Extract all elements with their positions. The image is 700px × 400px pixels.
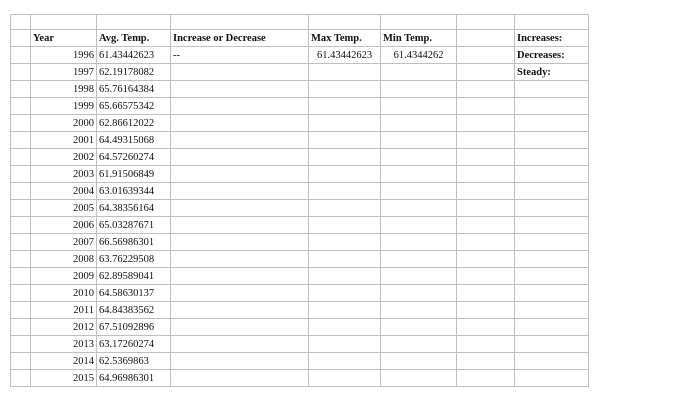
cell-year[interactable]: 1998 — [31, 81, 97, 98]
cell[interactable] — [515, 268, 589, 285]
cell-avg-temp[interactable]: 64.49315068 — [97, 132, 171, 149]
cell[interactable] — [457, 319, 515, 336]
cell[interactable] — [457, 64, 515, 81]
cell-min-temp[interactable] — [381, 200, 457, 217]
cell[interactable] — [457, 370, 515, 387]
cell-year[interactable]: 2010 — [31, 285, 97, 302]
cell-year[interactable]: 2001 — [31, 132, 97, 149]
cell[interactable] — [515, 217, 589, 234]
cell[interactable] — [515, 183, 589, 200]
cell-min-temp[interactable] — [381, 268, 457, 285]
cell-avg-temp[interactable]: 62.19178082 — [97, 64, 171, 81]
cell-max-temp[interactable] — [309, 183, 381, 200]
cell-min-temp[interactable] — [381, 370, 457, 387]
cell[interactable] — [11, 47, 31, 64]
cell[interactable] — [515, 149, 589, 166]
table-row — [11, 47, 589, 64]
header-min-temp[interactable]: Min Temp. — [381, 30, 457, 47]
cell-min-temp[interactable] — [381, 234, 457, 251]
cell-min-temp[interactable] — [381, 166, 457, 183]
table-row — [11, 336, 589, 353]
cell-min-temp[interactable] — [381, 353, 457, 370]
table-row — [11, 98, 589, 115]
cell-min-temp[interactable] — [381, 115, 457, 132]
cell[interactable] — [457, 98, 515, 115]
cell-avg-temp[interactable]: 64.58630137 — [97, 285, 171, 302]
cell-min-temp[interactable] — [381, 98, 457, 115]
cell-min-temp[interactable] — [381, 319, 457, 336]
cell-increase-or-decrease[interactable] — [171, 268, 309, 285]
cell-avg-temp[interactable]: 65.03287671 — [97, 217, 171, 234]
cell[interactable] — [457, 47, 515, 64]
cell[interactable] — [515, 370, 589, 387]
table-row — [11, 166, 589, 183]
cell-max-temp[interactable] — [309, 370, 381, 387]
cell-avg-temp[interactable]: 61.43442623 — [97, 47, 171, 64]
cell[interactable] — [11, 353, 31, 370]
cell-max-temp[interactable] — [309, 217, 381, 234]
cell[interactable] — [515, 200, 589, 217]
summary-decreases-label[interactable]: Decreases: — [515, 47, 589, 64]
cell[interactable] — [457, 30, 515, 47]
cell[interactable] — [11, 115, 31, 132]
cell-avg-temp[interactable]: 62.86612022 — [97, 115, 171, 132]
cell-max-temp[interactable] — [309, 319, 381, 336]
cell-year[interactable]: 2003 — [31, 166, 97, 183]
table-row — [11, 200, 589, 217]
cell[interactable] — [11, 370, 31, 387]
spreadsheet-grid — [10, 14, 589, 387]
table-row — [11, 115, 589, 132]
cell-avg-temp[interactable]: 63.17260274 — [97, 336, 171, 353]
table-row — [11, 64, 589, 81]
cell-max-temp[interactable] — [309, 200, 381, 217]
cell-min-temp[interactable] — [381, 336, 457, 353]
cell-max-temp[interactable] — [309, 353, 381, 370]
cell[interactable] — [11, 251, 31, 268]
cell[interactable] — [457, 251, 515, 268]
cell-avg-temp[interactable]: 62.5369863 — [97, 353, 171, 370]
table-row — [11, 234, 589, 251]
cell-year[interactable]: 2005 — [31, 200, 97, 217]
cell[interactable] — [11, 98, 31, 115]
cell-year[interactable]: 2008 — [31, 251, 97, 268]
cell[interactable] — [457, 166, 515, 183]
cell[interactable] — [457, 132, 515, 149]
cell-increase-or-decrease[interactable] — [171, 251, 309, 268]
cell-increase-or-decrease[interactable] — [171, 98, 309, 115]
cell-avg-temp[interactable]: 64.57260274 — [97, 149, 171, 166]
cell[interactable] — [457, 336, 515, 353]
cell-increase-or-decrease[interactable] — [171, 64, 309, 81]
table-row — [11, 132, 589, 149]
cell[interactable] — [515, 132, 589, 149]
cell-min-temp[interactable] — [381, 64, 457, 81]
cell-year[interactable]: 2013 — [31, 336, 97, 353]
cell[interactable] — [11, 217, 31, 234]
cell[interactable] — [457, 15, 515, 30]
cell-year[interactable]: 1999 — [31, 98, 97, 115]
cell[interactable] — [515, 319, 589, 336]
cell-avg-temp[interactable]: 63.01639344 — [97, 183, 171, 200]
cell-year[interactable]: 2002 — [31, 149, 97, 166]
cell-year[interactable]: 2012 — [31, 319, 97, 336]
header-year[interactable]: Year — [31, 30, 97, 47]
cell[interactable] — [381, 15, 457, 30]
header-increase-or-decrease[interactable]: Increase or Decrease — [171, 30, 309, 47]
cell-year[interactable]: 2000 — [31, 115, 97, 132]
cell[interactable] — [515, 251, 589, 268]
cell-min-temp[interactable] — [381, 149, 457, 166]
cell-avg-temp[interactable]: 64.96986301 — [97, 370, 171, 387]
cell[interactable] — [11, 319, 31, 336]
cell-increase-or-decrease[interactable]: -- — [171, 47, 309, 64]
cell-year[interactable]: 2007 — [31, 234, 97, 251]
cell-avg-temp[interactable]: 62.89589041 — [97, 268, 171, 285]
cell-increase-or-decrease[interactable] — [171, 319, 309, 336]
cell[interactable] — [457, 200, 515, 217]
cell[interactable] — [11, 64, 31, 81]
cell-max-temp[interactable] — [309, 64, 381, 81]
summary-steady-label[interactable]: Steady: — [515, 64, 589, 81]
cell[interactable] — [457, 302, 515, 319]
cell-max-temp[interactable] — [309, 166, 381, 183]
cell-max-temp[interactable] — [309, 81, 381, 98]
cell-increase-or-decrease[interactable] — [171, 200, 309, 217]
spreadsheet-blank-top-row — [11, 15, 589, 30]
cell[interactable] — [515, 15, 589, 30]
cell-avg-temp[interactable]: 64.84383562 — [97, 302, 171, 319]
cell[interactable] — [457, 217, 515, 234]
table-row — [11, 285, 589, 302]
cell[interactable] — [457, 353, 515, 370]
cell-min-temp[interactable] — [381, 285, 457, 302]
cell[interactable] — [309, 15, 381, 30]
cell[interactable] — [11, 285, 31, 302]
table-row — [11, 81, 589, 98]
cell[interactable] — [11, 81, 31, 98]
cell-increase-or-decrease[interactable] — [171, 285, 309, 302]
cell-max-temp[interactable] — [309, 285, 381, 302]
cell-max-temp[interactable] — [309, 115, 381, 132]
cell-year[interactable]: 2009 — [31, 268, 97, 285]
cell-increase-or-decrease[interactable] — [171, 183, 309, 200]
cell-increase-or-decrease[interactable] — [171, 132, 309, 149]
cell-increase-or-decrease[interactable] — [171, 166, 309, 183]
cell[interactable] — [11, 200, 31, 217]
cell[interactable] — [515, 353, 589, 370]
cell-max-temp[interactable] — [309, 251, 381, 268]
cell[interactable] — [515, 302, 589, 319]
cell-year[interactable]: 2004 — [31, 183, 97, 200]
table-row — [11, 149, 589, 166]
cell[interactable] — [515, 166, 589, 183]
table-row — [11, 319, 589, 336]
cell[interactable] — [457, 183, 515, 200]
cell-min-temp[interactable] — [381, 302, 457, 319]
cell[interactable] — [11, 268, 31, 285]
cell[interactable] — [515, 81, 589, 98]
cell[interactable] — [515, 336, 589, 353]
cell-max-temp[interactable] — [309, 132, 381, 149]
cell-min-temp[interactable] — [381, 183, 457, 200]
cell-increase-or-decrease[interactable] — [171, 370, 309, 387]
cell[interactable] — [171, 15, 309, 30]
cell-year[interactable]: 2006 — [31, 217, 97, 234]
table-row — [11, 183, 589, 200]
summary-increases-label[interactable]: Increases: — [515, 30, 589, 47]
cell-increase-or-decrease[interactable] — [171, 217, 309, 234]
cell[interactable] — [11, 149, 31, 166]
cell-increase-or-decrease[interactable] — [171, 234, 309, 251]
cell-increase-or-decrease[interactable] — [171, 81, 309, 98]
cell-max-temp[interactable] — [309, 234, 381, 251]
table-row — [11, 353, 589, 370]
table-row — [11, 370, 589, 387]
cell-min-temp[interactable]: 61.4344262 — [381, 47, 457, 64]
cell-avg-temp[interactable]: 64.38356164 — [97, 200, 171, 217]
header-row — [11, 30, 589, 47]
cell-max-temp[interactable]: 61.43442623 — [309, 47, 381, 64]
cell-avg-temp[interactable]: 67.51092896 — [97, 319, 171, 336]
cell-year[interactable]: 2015 — [31, 370, 97, 387]
cell[interactable] — [11, 302, 31, 319]
cell-avg-temp[interactable]: 66.56986301 — [97, 234, 171, 251]
cell[interactable] — [31, 15, 97, 30]
cell[interactable] — [515, 234, 589, 251]
cell[interactable] — [457, 234, 515, 251]
cell-avg-temp[interactable]: 65.76164384 — [97, 81, 171, 98]
cell-year[interactable]: 1997 — [31, 64, 97, 81]
cell[interactable] — [457, 115, 515, 132]
cell-min-temp[interactable] — [381, 251, 457, 268]
table-row — [11, 251, 589, 268]
cell-min-temp[interactable] — [381, 81, 457, 98]
cell[interactable] — [97, 15, 171, 30]
cell-max-temp[interactable] — [309, 302, 381, 319]
cell[interactable] — [11, 234, 31, 251]
cell[interactable] — [515, 98, 589, 115]
cell[interactable] — [11, 15, 31, 30]
cell-max-temp[interactable] — [309, 98, 381, 115]
cell-increase-or-decrease[interactable] — [171, 149, 309, 166]
cell-max-temp[interactable] — [309, 336, 381, 353]
cell[interactable] — [11, 30, 31, 47]
header-avg-temp[interactable]: Avg. Temp. — [97, 30, 171, 47]
cell[interactable] — [515, 115, 589, 132]
cell[interactable] — [11, 132, 31, 149]
cell-max-temp[interactable] — [309, 268, 381, 285]
cell[interactable] — [11, 183, 31, 200]
cell-max-temp[interactable] — [309, 149, 381, 166]
cell-year[interactable]: 2014 — [31, 353, 97, 370]
cell[interactable] — [11, 166, 31, 183]
cell-increase-or-decrease[interactable] — [171, 336, 309, 353]
cell[interactable] — [515, 285, 589, 302]
cell-min-temp[interactable] — [381, 132, 457, 149]
cell[interactable] — [11, 336, 31, 353]
cell[interactable] — [457, 268, 515, 285]
cell-increase-or-decrease[interactable] — [171, 115, 309, 132]
cell-year[interactable]: 1996 — [31, 47, 97, 64]
cell[interactable] — [457, 81, 515, 98]
table-row — [11, 217, 589, 234]
cell-increase-or-decrease[interactable] — [171, 302, 309, 319]
table-row — [11, 268, 589, 285]
cell-year[interactable]: 2011 — [31, 302, 97, 319]
cell-min-temp[interactable] — [381, 217, 457, 234]
cell-increase-or-decrease[interactable] — [171, 353, 309, 370]
cell-avg-temp[interactable]: 65.66575342 — [97, 98, 171, 115]
header-max-temp[interactable]: Max Temp. — [309, 30, 381, 47]
cell[interactable] — [457, 285, 515, 302]
cell[interactable] — [457, 149, 515, 166]
table-row — [11, 302, 589, 319]
cell-avg-temp[interactable]: 61.91506849 — [97, 166, 171, 183]
cell-avg-temp[interactable]: 63.76229508 — [97, 251, 171, 268]
